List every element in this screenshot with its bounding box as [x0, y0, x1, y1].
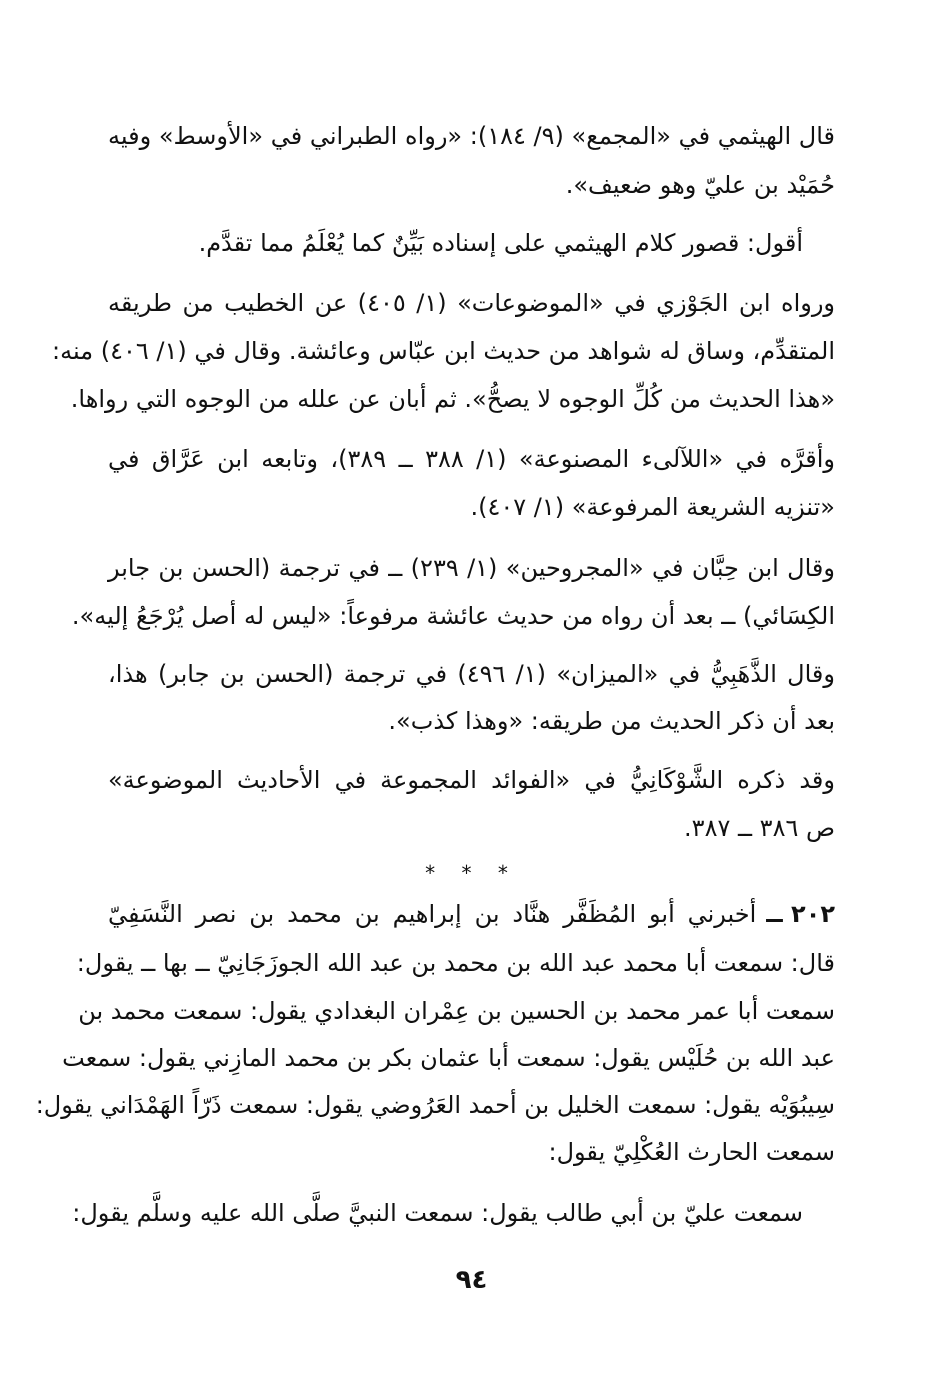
text-line: أخبرني أبو المُظَفَّر هنَّاد بن إبراهيم بن محمد بن نصر النَّسَفِيّ [108, 900, 757, 928]
text-line: وقد ذكره الشَّوْكَانِيُّ في «الفوائد المجموعة في الأحاديث الموضوعة» [108, 766, 835, 794]
text-line: سمعت أبا عمر محمد بن الحسين بن عِمْران البغدادي يقول: سمعت محمد بن [78, 997, 835, 1025]
text-line: سمعت عليّ بن أبي طالب يقول: سمعت النبيَّ صلَّى الله عليه وسلَّم يقول: [72, 1199, 803, 1227]
text-line: وقال الذَّهَبِيُّ في «الميزان» (١/ ٤٩٦) في ترجمة (الحسن بن جابر) هذا، [108, 660, 835, 688]
text-line: ص ٣٨٦ ــ ٣٨٧. [684, 814, 835, 842]
text-line: «هذا الحديث من كُلِّ الوجوه لا يصحُّ». ثم أبان عن علله من الوجوه التي رواها. [70, 385, 835, 413]
hadith-first-line [108, 896, 835, 932]
text-line: ورواه ابن الجَوْزي في «الموضوعات» (١/ ٤٠٥) عن الخطيب من طريقه [108, 289, 836, 317]
hadith-number: ٢٠٢ ــ [766, 900, 835, 928]
text-line: سمعت الحارث العُكْلِيّ يقول: [548, 1138, 835, 1166]
section-separator: * * * [425, 861, 518, 885]
text-line: وأقرَّه في «اللآلىء المصنوعة» (١/ ٣٨٨ ــ ٣٨٩)، وتابعه ابن عَرَّاق في [108, 445, 835, 473]
text-line: «تنزيه الشريعة المرفوعة» (١/ ٤٠٧). [470, 493, 835, 521]
text-line: الكِسَائي) ــ بعد أن رواه من حديث عائشة مرفوعاً: «ليس له أصل يُرْجَعُ إليه». [71, 602, 835, 630]
text-line: المتقدِّم، وساق له شواهد من حديث ابن عبّاس وعائشة. وقال في (١/ ٤٠٦) منه: [52, 337, 835, 365]
text-line: أقول: قصور كلام الهيثمي على إسناده بَيِّنٌ كما يُعْلَمُ مما تقدَّم. [198, 229, 803, 257]
page-number: ٩٤ [455, 1265, 488, 1295]
text-line: عبد الله بن حُلَيْس يقول: سمعت أبا عثمان بكر بن محمد المازِني يقول: سمعت [62, 1044, 835, 1072]
text-line: وقال ابن حِبَّان في «المجروحين» (١/ ٢٣٩) ــ في ترجمة (الحسن بن جابر [108, 554, 835, 582]
text-line: قال الهيثمي في «المجمع» (٩/ ١٨٤): «رواه الطبراني في «الأوسط» وفيه [108, 122, 835, 150]
text-line: قال: سمعت أبا محمد عبد الله بن محمد بن عبد الله الجوزَجَانِيّ ــ بها ــ يقول: [76, 949, 835, 977]
text-line: سِيبُوَيْه يقول: سمعت الخليل بن أحمد العَرُوضي يقول: سمعت ذَرّاً الهَمْدَاني يقول: [35, 1091, 835, 1119]
text-line: حُمَيْد بن عليّ وهو ضعيف». [565, 171, 835, 199]
text-line: بعد أن ذكر الحديث من طريقه: «وهذا كذب». [388, 707, 835, 735]
